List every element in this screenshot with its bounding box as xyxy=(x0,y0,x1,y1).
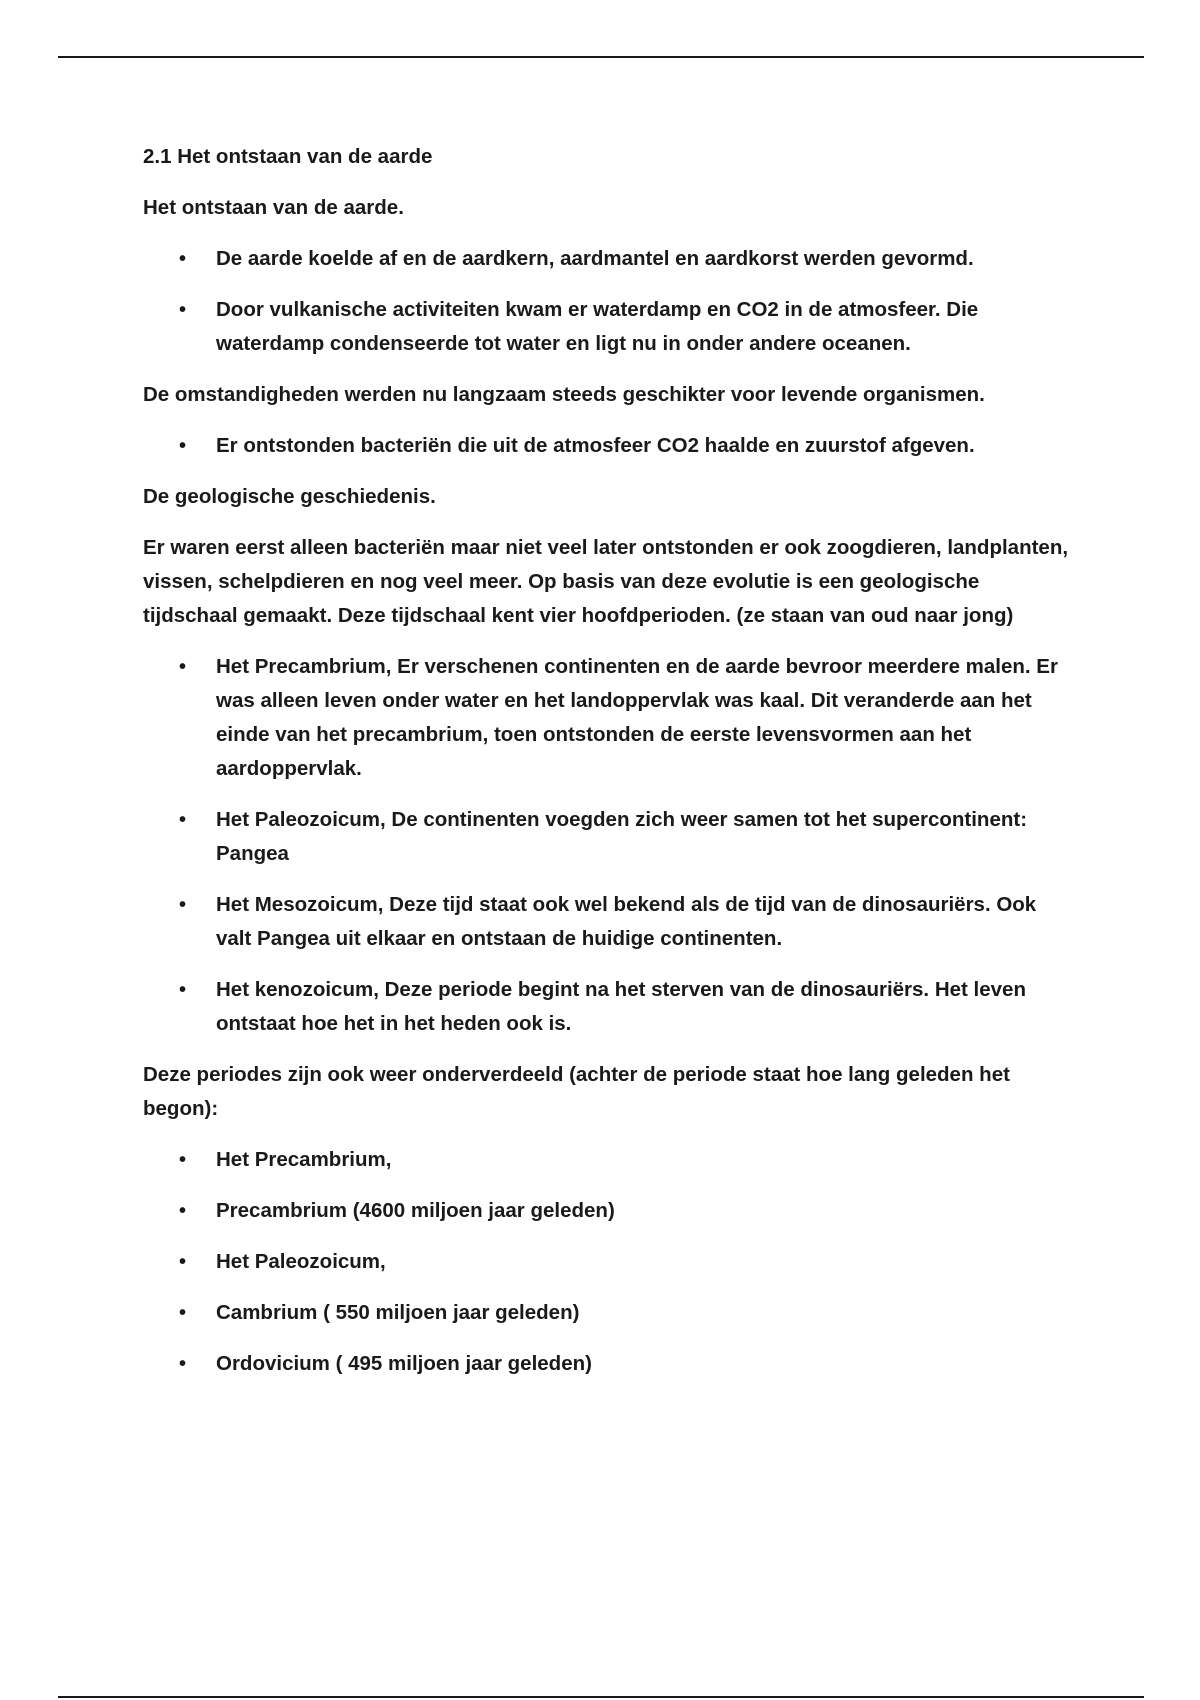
list-item-text: Het Paleozoicum, De continenten voegden zich weer samen tot het supercontinent: Pangea xyxy=(216,808,1028,865)
list-item-text: Door vulkanische activiteiten kwam er waterdamp en CO2 in de atmosfeer. Die waterdamp condenseerde tot water en ligt nu in onder andere oceanen. xyxy=(216,298,979,355)
list-item xyxy=(143,429,1073,463)
list-item xyxy=(143,1194,1073,1228)
list-item xyxy=(143,803,1073,871)
list-item xyxy=(143,1347,1073,1381)
period-list xyxy=(143,650,1073,1041)
subsection-title: De geologische geschiedenis. xyxy=(143,485,436,508)
bullet-icon: • xyxy=(179,1251,187,1273)
bullet-icon: • xyxy=(179,435,187,457)
list-item xyxy=(143,973,1073,1041)
bullet-icon: • xyxy=(179,979,187,1001)
list-item-text: Ordovicium ( 495 miljoen jaar geleden) xyxy=(216,1352,592,1375)
formation-list xyxy=(143,242,1073,361)
bullet-icon: • xyxy=(179,248,187,270)
bacteria-list xyxy=(143,429,1073,463)
list-item-text: Het Paleozoicum, xyxy=(216,1250,386,1273)
list-item xyxy=(143,650,1073,786)
list-item xyxy=(143,1143,1073,1177)
list-item-text: Het Mesozoicum, Deze tijd staat ook wel bekend als de tijd van de dinosauriërs. Ook valt Pangea uit elkaar en ontstaan de huidige continenten. xyxy=(216,893,1037,950)
list-item-text: Het kenozoicum, Deze periode begint na het sterven van de dinosauriërs. Het leven ontstaat hoe het in het heden ook is. xyxy=(216,978,1026,1035)
bullet-icon: • xyxy=(179,1353,187,1375)
subdivision-list xyxy=(143,1143,1073,1381)
list-item xyxy=(143,1245,1073,1279)
header-rule xyxy=(58,56,1144,58)
bullet-icon: • xyxy=(179,1200,187,1222)
list-item-text: Cambrium ( 550 miljoen jaar geleden) xyxy=(216,1301,580,1324)
list-item xyxy=(143,293,1073,361)
bullet-icon: • xyxy=(179,894,187,916)
paragraph: Er waren eerst alleen bacteriën maar niet veel later ontstonden er ook zoogdieren, landplanten, vissen, schelpdieren en nog veel meer. Op basis van deze evolutie is een geologische tijdschaal gemaakt. Deze tijdschaal kent vier hoofdperioden. (ze staan van oud naar jong) xyxy=(143,536,1069,627)
list-item-text: De aarde koelde af en de aardkern, aardmantel en aardkorst werden gevormd. xyxy=(216,247,974,270)
bullet-icon: • xyxy=(179,1149,187,1171)
list-item xyxy=(143,1296,1073,1330)
list-item-text: Het Precambrium, Er verschenen continenten en de aarde bevroor meerdere malen. Er was alleen leven onder water en het landoppervlak was kaal. Dit veranderde aan het einde van het precambrium, toen ontstonden de eerste levensvormen aan het aardoppervlak. xyxy=(216,655,1058,780)
bullet-icon: • xyxy=(179,809,187,831)
section-heading: 2.1 Het ontstaan van de aarde xyxy=(143,145,433,168)
list-item-text: Er ontstonden bacteriën die uit de atmosfeer CO2 haalde en zuurstof afgeven. xyxy=(216,434,975,457)
paragraph: Deze periodes zijn ook weer onderverdeeld (achter de periode staat hoe lang geleden het begon): xyxy=(143,1063,1010,1120)
intro-title: Het ontstaan van de aarde. xyxy=(143,196,404,219)
document-body xyxy=(143,140,1073,1398)
footer-rule xyxy=(58,1696,1144,1698)
list-item-text: Precambrium (4600 miljoen jaar geleden) xyxy=(216,1199,615,1222)
bullet-icon: • xyxy=(179,656,187,678)
bullet-icon: • xyxy=(179,1302,187,1324)
bullet-icon: • xyxy=(179,299,187,321)
paragraph: De omstandigheden werden nu langzaam steeds geschikter voor levende organismen. xyxy=(143,383,985,406)
list-item-text: Het Precambrium, xyxy=(216,1148,392,1171)
list-item xyxy=(143,242,1073,276)
list-item xyxy=(143,888,1073,956)
